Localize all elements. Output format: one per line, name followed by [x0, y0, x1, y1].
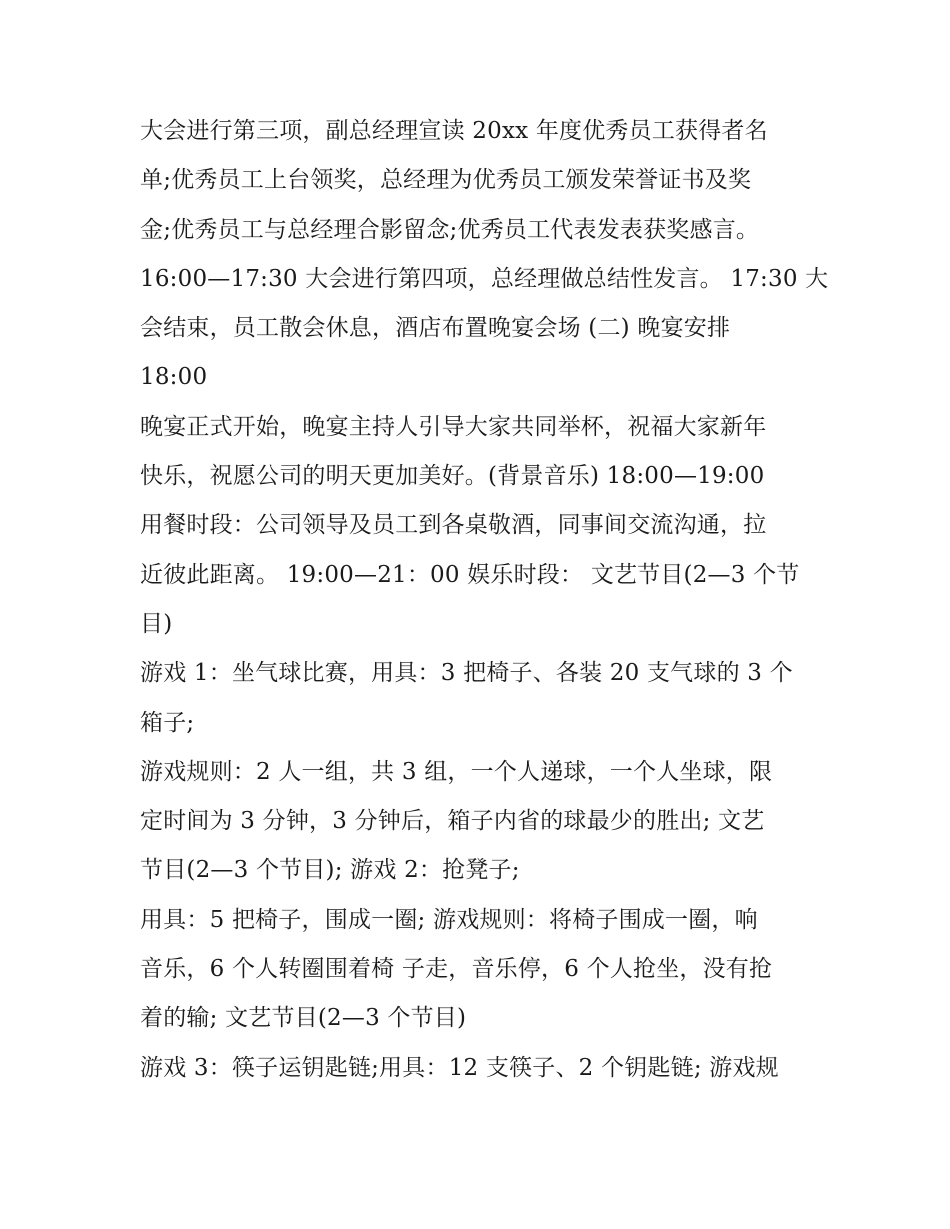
text-line: 18:00 — [140, 364, 208, 391]
text-line: 用餐时段：公司领导及员工到各桌敬酒，同事间交流沟通，拉 — [140, 512, 767, 539]
text-line: 定时间为 3 分钟，3 分钟后，箱子内省的球最少的胜出; 文艺 — [140, 808, 765, 835]
text-line: 音乐，6 个人转圈围着椅 子走，音乐停，6 个人抢坐，没有抢 — [140, 956, 773, 983]
text-line: 游戏 1：坐气球比赛，用具：3 把椅子、各装 20 支气球的 3 个 — [140, 660, 793, 687]
text-line: 着的输; 文艺节目(2—3 个节目) — [140, 1005, 467, 1032]
text-line: 目) — [140, 610, 173, 637]
text-line: 游戏规则：2 人一组，共 3 组，一个人递球，一个人坐球，限 — [140, 758, 773, 785]
text-line: 箱子; — [140, 709, 195, 736]
text-line: 金;优秀员工与总经理合影留念;优秀员工代表发表获奖感言。 — [140, 216, 760, 243]
text-line: 近彼此距离。 19:00—21：00 娱乐时段： 文艺节目(2—3 个节 — [140, 561, 800, 588]
text-line: 会结束，员工散会休息，酒店布置晚宴会场 (二) 晚宴安排 — [140, 315, 731, 342]
text-line: 晚宴正式开始，晚宴主持人引导大家共同举杯，祝福大家新年 — [140, 413, 767, 440]
text-line: 16:00—17:30 大会进行第四项，总经理做总结性发言。 17:30 大 — [140, 265, 829, 292]
text-line: 游戏 3：筷子运钥匙链;用具：12 支筷子、2 个钥匙链; 游戏规 — [140, 1054, 779, 1081]
text-line: 大会进行第三项，副总经理宣读 20xx 年度优秀员工获得者名 — [140, 118, 768, 144]
text-line: 快乐，祝愿公司的明天更加美好。(背景音乐) 18:00—19:00 — [140, 463, 765, 490]
document-body — [140, 107, 829, 1093]
text-line: 单;优秀员工上台领奖，总经理为优秀员工颁发荣誉证书及奖 — [140, 167, 752, 194]
text-line: 用具：5 把椅子，围成一圈; 游戏规则：将椅子围成一圈，响 — [140, 906, 758, 933]
text-line: 节目(2—3 个节目); 游戏 2：抢凳子; — [140, 857, 520, 884]
